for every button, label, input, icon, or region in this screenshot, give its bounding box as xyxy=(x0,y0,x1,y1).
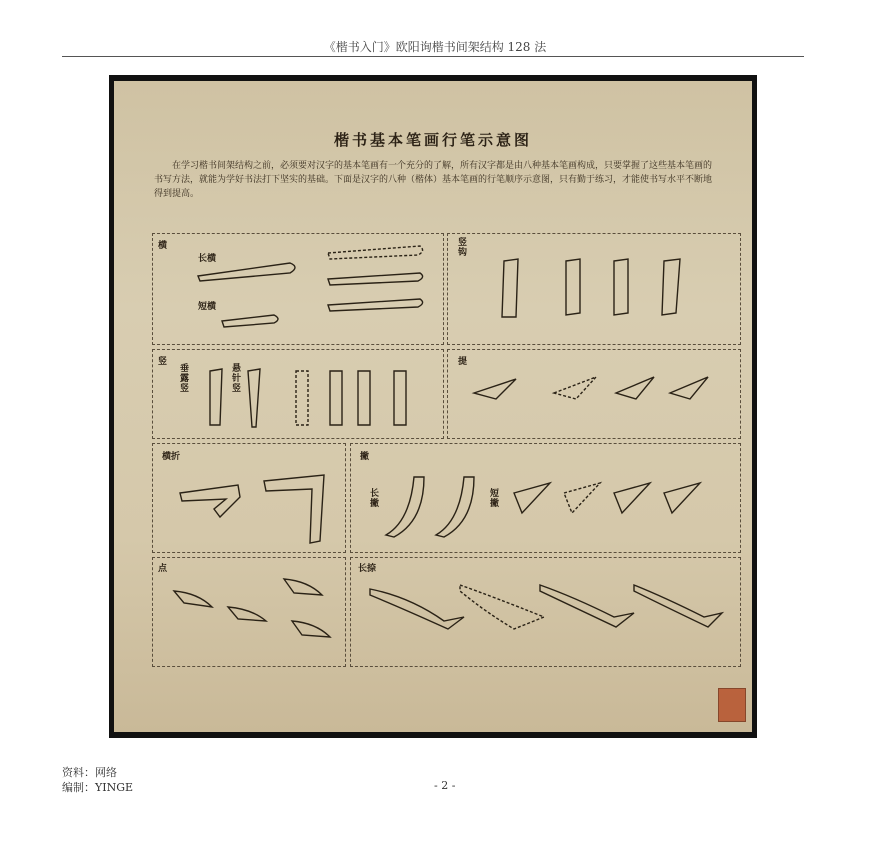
stroke-pie-short-3 xyxy=(614,483,650,513)
stroke-illustrations xyxy=(114,81,752,732)
stroke-shugou-2 xyxy=(566,259,580,315)
label-shu-xuanzhen: 悬针竖 xyxy=(232,364,242,394)
stroke-heng-step3 xyxy=(328,299,423,311)
scanned-image xyxy=(114,81,752,732)
scan-intro: 在学习楷书间架结构之前，必须要对汉字的基本笔画有一个充分的了解，所有汉字都是由八种基本笔画构成，只要掌握了这些基本笔画的书写方法，就能为学好书法打下坚实的基础。下面是汉字的八种（楷体）基本笔画的行笔顺序示意图，只有勤于练习，才能使书写水平不断地得到提高。 xyxy=(154,161,713,199)
stroke-shu-4 xyxy=(330,371,342,425)
stroke-ti-3 xyxy=(616,377,654,399)
stroke-shugou-3 xyxy=(614,259,628,315)
stroke-shugou-1 xyxy=(502,259,518,317)
stroke-dian-4 xyxy=(292,621,330,637)
stroke-pie-short-4 xyxy=(664,483,700,513)
stroke-shu-2 xyxy=(248,369,260,427)
label-shu: 竖 xyxy=(158,357,168,367)
header-divider xyxy=(62,56,804,57)
stroke-heng-long xyxy=(198,263,295,281)
label-heng-long: 长横 xyxy=(198,254,217,264)
stroke-changna-2 xyxy=(460,585,544,629)
label-changna: 长捺 xyxy=(358,564,377,574)
stroke-shugou-4 xyxy=(662,259,680,315)
label-pie-long: 长撇 xyxy=(370,489,380,509)
stroke-heng-step1 xyxy=(328,246,423,259)
stroke-hengzhe-1 xyxy=(180,485,240,517)
label-shu-chuilu: 垂露竖 xyxy=(180,364,190,394)
stroke-shu-3 xyxy=(296,371,308,425)
label-pie-short: 短撇 xyxy=(490,489,500,509)
stroke-shu-5 xyxy=(358,371,370,425)
stroke-pie-short-1 xyxy=(514,483,550,513)
stroke-changna-1 xyxy=(370,589,464,629)
stroke-changna-3 xyxy=(540,585,634,627)
label-ti: 提 xyxy=(458,357,468,367)
label-heng: 横 xyxy=(158,241,168,251)
stroke-heng-short xyxy=(222,315,278,327)
red-seal-stamp xyxy=(718,688,746,722)
label-heng-short: 短横 xyxy=(198,302,217,312)
document-header: 《楷书入门》欧阳询楷书间架结构 128 法 xyxy=(323,40,547,54)
stroke-dian-1 xyxy=(174,591,212,607)
footer-editor: 编制：YINGE xyxy=(62,781,134,794)
label-pie: 撇 xyxy=(360,452,370,462)
label-hengzhe: 横折 xyxy=(162,452,181,462)
stroke-changna-4 xyxy=(634,585,722,627)
stroke-pie-long-1 xyxy=(386,477,424,537)
stroke-ti-1 xyxy=(474,379,516,399)
stroke-hengzhe-2 xyxy=(264,475,324,543)
scanned-image-frame xyxy=(109,75,757,738)
footer-source: 资料：网络 xyxy=(62,766,117,779)
stroke-pie-long-2 xyxy=(436,477,474,537)
stroke-ti-2 xyxy=(554,377,596,399)
label-shugou: 竖钩 xyxy=(458,238,468,258)
label-dian: 点 xyxy=(158,564,168,574)
stroke-shu-1 xyxy=(210,369,222,425)
stroke-ti-4 xyxy=(670,377,708,399)
stroke-shu-6 xyxy=(394,371,406,425)
scan-title: 楷书基本笔画行笔示意图 xyxy=(333,131,532,149)
stroke-dian-2 xyxy=(228,607,266,621)
stroke-heng-step2 xyxy=(328,273,423,285)
stroke-dian-3 xyxy=(284,579,322,595)
stroke-pie-short-2 xyxy=(564,483,600,513)
page-number: - 2 - xyxy=(434,779,456,792)
